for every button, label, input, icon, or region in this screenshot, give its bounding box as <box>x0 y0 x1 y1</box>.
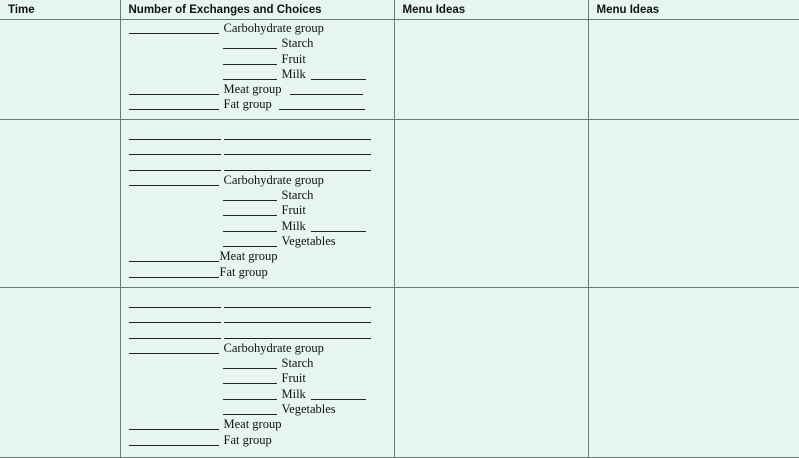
fruit-label: Fruit <box>281 51 306 66</box>
milk-label: Milk <box>281 386 306 401</box>
exchange-line <box>129 249 394 264</box>
meat-label: Meat group <box>223 417 282 432</box>
blank-field[interactable] <box>129 98 219 110</box>
exchange-line <box>129 173 394 188</box>
blank-field[interactable] <box>223 388 277 400</box>
menu-ideas-cell[interactable] <box>588 288 799 458</box>
time-cell[interactable] <box>0 20 120 120</box>
header-menu-ideas-2: Menu Ideas <box>588 0 799 20</box>
exchange-line <box>129 127 394 142</box>
vegetables-label: Vegetables <box>281 234 336 249</box>
exchange-line <box>129 265 394 280</box>
blank-field[interactable] <box>129 143 221 155</box>
carb-label: Carbohydrate group <box>223 340 324 355</box>
exchange-line <box>129 371 394 386</box>
menu-ideas-cell[interactable] <box>588 20 799 120</box>
blank-field[interactable] <box>129 296 221 308</box>
blank-field[interactable] <box>224 327 371 339</box>
exchange-line <box>129 158 394 173</box>
fat-label: Fat group <box>223 432 272 447</box>
meat-label: Meat group <box>223 82 282 97</box>
blank-field[interactable] <box>223 204 277 216</box>
blank-field[interactable] <box>129 327 221 339</box>
exchange-line <box>129 142 394 157</box>
blank-field[interactable] <box>223 53 277 65</box>
blank-field[interactable] <box>223 372 277 384</box>
exchange-line <box>129 188 394 203</box>
blank-field[interactable] <box>311 388 366 400</box>
blank-field[interactable] <box>223 235 277 247</box>
header-row <box>0 0 799 20</box>
milk-label: Milk <box>281 66 306 81</box>
meat-label: Meat group <box>219 249 278 264</box>
table-row <box>0 288 799 458</box>
header-menu-ideas-1: Menu Ideas <box>394 0 588 20</box>
carb-label: Carbohydrate group <box>223 172 324 187</box>
menu-ideas-cell[interactable] <box>394 120 588 288</box>
exchange-line <box>129 295 394 310</box>
time-cell[interactable] <box>0 288 120 458</box>
exchange-line <box>129 402 394 417</box>
exchange-line <box>129 82 394 97</box>
blank-field[interactable] <box>129 159 221 171</box>
blank-field[interactable] <box>224 311 371 323</box>
menu-ideas-cell[interactable] <box>394 288 588 458</box>
blank-field[interactable] <box>223 403 277 415</box>
exchange-line <box>129 387 394 402</box>
blank-field[interactable] <box>279 98 365 110</box>
blank-field[interactable] <box>311 220 366 232</box>
blank-field[interactable] <box>129 311 221 323</box>
menu-ideas-cell[interactable] <box>588 120 799 288</box>
exchange-line <box>129 341 394 356</box>
exchange-line <box>129 52 394 67</box>
time-cell[interactable] <box>0 120 120 288</box>
blank-field[interactable] <box>223 37 277 49</box>
exchanges-cell <box>120 120 394 288</box>
exchange-line <box>129 203 394 218</box>
blank-field[interactable] <box>129 250 219 262</box>
fruit-label: Fruit <box>281 203 306 218</box>
starch-label: Starch <box>281 188 314 203</box>
blank-field[interactable] <box>129 174 219 186</box>
exchange-line <box>129 417 394 432</box>
header-exchanges: Number of Exchanges and Choices <box>120 0 394 20</box>
blank-field[interactable] <box>224 143 371 155</box>
fat-label: Fat group <box>223 97 272 112</box>
blank-field[interactable] <box>129 128 221 140</box>
starch-label: Starch <box>281 36 314 51</box>
blank-field[interactable] <box>224 128 371 140</box>
carb-label: Carbohydrate group <box>223 21 324 35</box>
milk-label: Milk <box>281 218 306 233</box>
blank-field[interactable] <box>129 434 219 446</box>
exchange-line <box>129 234 394 249</box>
starch-label: Starch <box>281 356 314 371</box>
table-row <box>0 20 799 120</box>
exchange-line <box>129 21 394 36</box>
blank-field[interactable] <box>290 83 363 95</box>
exchange-line <box>129 310 394 325</box>
table-row <box>0 120 799 288</box>
blank-field[interactable] <box>129 266 219 278</box>
fruit-label: Fruit <box>281 371 306 386</box>
exchange-line <box>129 433 394 448</box>
exchanges-cell <box>120 20 394 120</box>
exchange-line <box>129 97 394 112</box>
blank-field[interactable] <box>224 296 371 308</box>
exchange-line <box>129 36 394 51</box>
blank-field[interactable] <box>129 342 219 354</box>
exchange-line <box>129 356 394 371</box>
blank-field[interactable] <box>129 83 219 95</box>
header-time: Time <box>0 0 120 20</box>
blank-field[interactable] <box>311 68 366 80</box>
blank-field[interactable] <box>129 22 219 34</box>
exchange-line <box>129 219 394 234</box>
blank-field[interactable] <box>223 220 277 232</box>
exchanges-cell <box>120 288 394 458</box>
blank-field[interactable] <box>223 189 277 201</box>
fat-label: Fat group <box>219 264 268 279</box>
blank-field[interactable] <box>224 159 371 171</box>
blank-field[interactable] <box>129 418 219 430</box>
vegetables-label: Vegetables <box>281 402 336 417</box>
blank-field[interactable] <box>223 357 277 369</box>
exchange-line <box>129 326 394 341</box>
exchange-line <box>129 67 394 82</box>
menu-ideas-cell[interactable] <box>394 20 588 120</box>
blank-field[interactable] <box>223 68 277 80</box>
